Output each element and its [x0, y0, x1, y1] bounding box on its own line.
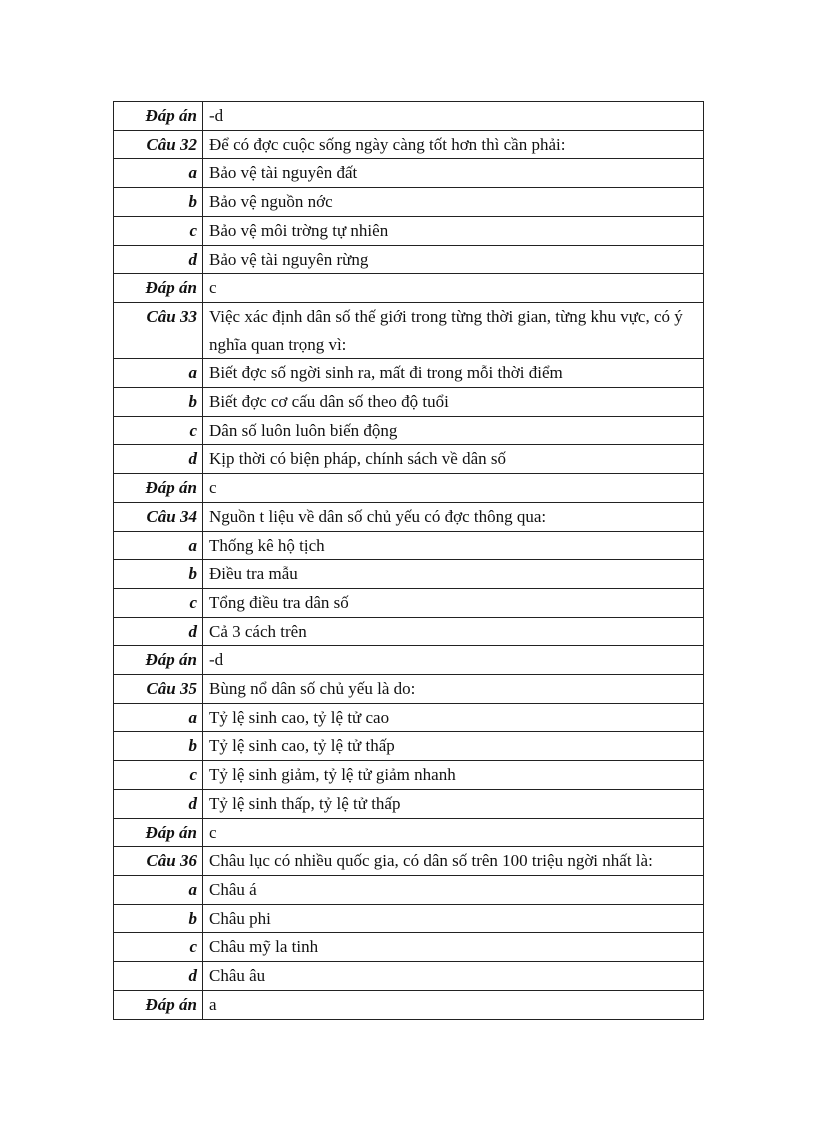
- option-row: [114, 416, 704, 445]
- answer-value: -d: [203, 102, 704, 131]
- answer-value: c: [203, 474, 704, 503]
- answer-row: [114, 102, 704, 131]
- question-number: Câu 33: [114, 302, 203, 358]
- option-text: Bảo vệ tài nguyên đất: [203, 159, 704, 188]
- question-text: Bùng nổ dân số chủ yếu là do:: [203, 675, 704, 704]
- answer-row: [114, 474, 704, 503]
- option-text: Châu phi: [203, 904, 704, 933]
- option-row: [114, 875, 704, 904]
- question-text: Nguồn t liệu về dân số chủ yếu có đợc thông qua:: [203, 502, 704, 531]
- option-row: [114, 159, 704, 188]
- option-letter: d: [114, 789, 203, 818]
- option-row: [114, 531, 704, 560]
- question-row: [114, 302, 704, 358]
- option-row: [114, 703, 704, 732]
- answer-label: Đáp án: [114, 274, 203, 303]
- question-row: [114, 502, 704, 531]
- answer-value: c: [203, 274, 704, 303]
- option-row: [114, 588, 704, 617]
- option-letter: c: [114, 761, 203, 790]
- option-row: [114, 359, 704, 388]
- option-row: [114, 761, 704, 790]
- option-letter: a: [114, 703, 203, 732]
- question-number: Câu 35: [114, 675, 203, 704]
- option-row: [114, 962, 704, 991]
- option-text: Tỷ lệ sinh thấp, tỷ lệ tử thấp: [203, 789, 704, 818]
- question-number: Câu 36: [114, 847, 203, 876]
- option-text: Biết đợc số ngời sinh ra, mất đi trong mỗi thời điểm: [203, 359, 704, 388]
- answer-label: Đáp án: [114, 102, 203, 131]
- option-letter: d: [114, 962, 203, 991]
- question-row: [114, 675, 704, 704]
- option-letter: a: [114, 531, 203, 560]
- option-text: Thống kê hộ tịch: [203, 531, 704, 560]
- option-letter: b: [114, 388, 203, 417]
- answer-row: [114, 990, 704, 1019]
- question-number: Câu 32: [114, 130, 203, 159]
- answer-label: Đáp án: [114, 474, 203, 503]
- option-row: [114, 445, 704, 474]
- option-row: [114, 789, 704, 818]
- option-letter: a: [114, 359, 203, 388]
- option-text: Châu á: [203, 875, 704, 904]
- option-text: Bảo vệ nguồn nớc: [203, 188, 704, 217]
- option-row: [114, 933, 704, 962]
- answer-row: [114, 646, 704, 675]
- answer-label: Đáp án: [114, 990, 203, 1019]
- option-letter: d: [114, 445, 203, 474]
- option-text: Biết đợc cơ cấu dân số theo độ tuổi: [203, 388, 704, 417]
- question-text: Việc xác định dân số thế giới trong từng thời gian, từng khu vực, có ý nghĩa quan trọng vì:: [203, 302, 704, 358]
- option-row: [114, 560, 704, 589]
- option-text: Tỷ lệ sinh cao, tỷ lệ tử cao: [203, 703, 704, 732]
- option-letter: d: [114, 617, 203, 646]
- option-text: Điều tra mẫu: [203, 560, 704, 589]
- option-text: Tỷ lệ sinh cao, tỷ lệ tử thấp: [203, 732, 704, 761]
- question-number: Câu 34: [114, 502, 203, 531]
- option-row: [114, 245, 704, 274]
- option-letter: c: [114, 933, 203, 962]
- option-letter: b: [114, 732, 203, 761]
- option-letter: b: [114, 188, 203, 217]
- option-row: [114, 388, 704, 417]
- question-text: Để có đợc cuộc sống ngày càng tốt hơn thì cần phải:: [203, 130, 704, 159]
- option-letter: b: [114, 904, 203, 933]
- question-row: [114, 130, 704, 159]
- question-text: Châu lục có nhiều quốc gia, có dân số trên 100 triệu ngời nhất là:: [203, 847, 704, 876]
- option-text: Châu mỹ la tinh: [203, 933, 704, 962]
- question-answer-table: [113, 101, 704, 1020]
- option-letter: a: [114, 159, 203, 188]
- option-text: Tỷ lệ sinh giảm, tỷ lệ tử giảm nhanh: [203, 761, 704, 790]
- option-letter: c: [114, 588, 203, 617]
- option-text: Cả 3 cách trên: [203, 617, 704, 646]
- option-text: Kịp thời có biện pháp, chính sách về dân số: [203, 445, 704, 474]
- answer-row: [114, 274, 704, 303]
- question-row: [114, 847, 704, 876]
- option-row: [114, 617, 704, 646]
- answer-label: Đáp án: [114, 646, 203, 675]
- option-letter: c: [114, 216, 203, 245]
- option-row: [114, 904, 704, 933]
- option-text: Dân số luôn luôn biến động: [203, 416, 704, 445]
- option-row: [114, 188, 704, 217]
- answer-value: -d: [203, 646, 704, 675]
- option-letter: b: [114, 560, 203, 589]
- option-text: Bảo vệ môi trờng tự nhiên: [203, 216, 704, 245]
- option-row: [114, 732, 704, 761]
- question-answer-table-body: [114, 102, 704, 1020]
- answer-value: a: [203, 990, 704, 1019]
- option-letter: d: [114, 245, 203, 274]
- option-text: Bảo vệ tài nguyên rừng: [203, 245, 704, 274]
- answer-row: [114, 818, 704, 847]
- option-row: [114, 216, 704, 245]
- option-letter: c: [114, 416, 203, 445]
- option-text: Châu âu: [203, 962, 704, 991]
- answer-label: Đáp án: [114, 818, 203, 847]
- option-letter: a: [114, 875, 203, 904]
- answer-value: c: [203, 818, 704, 847]
- option-text: Tổng điều tra dân số: [203, 588, 704, 617]
